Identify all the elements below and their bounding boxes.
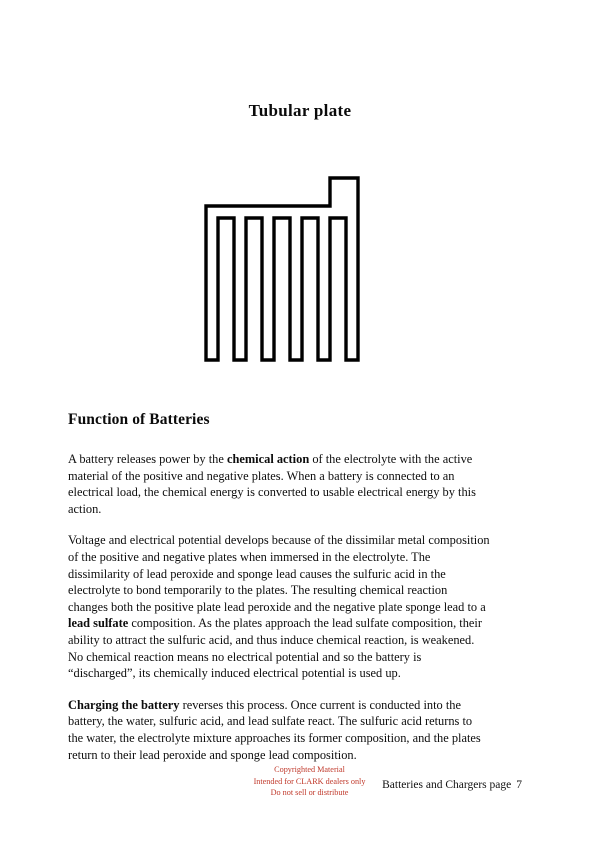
page-footer [300,779,560,791]
copyright-line-1: Copyrighted Material [274,765,345,774]
page-title: Tubular plate [248,101,352,120]
plate-outline-path [206,178,358,360]
body-text-column [68,451,490,763]
tubular-plate-drawing [196,170,376,365]
footer-label: Batteries and Chargers page [382,779,512,791]
paragraph-2-bold-lead-sulfate: lead sulfate [68,616,129,631]
paragraph-2-part-c: composition. As the plates approach the lead sulfate composition, their ability to attract the sulfuric acid, and thus induce chemical reaction, is weakened. No chemical reaction means no electrical potential and so the battery is “discharged”, its chemically induced electrical potential is used up. [68,616,482,681]
section-heading: Function of Batteries [68,411,210,428]
paragraph-1-part-c: of the electrolyte with the active material of the positive and negative plates. When a battery is connected to an electrical load, the chemical energy is converted to usable electrical energy by this action. [68,452,476,516]
paragraph-3-bold-charging-the-battery: Charging the battery [68,697,180,712]
paragraph-1-bold-chemical-action: chemical action [226,452,310,466]
paragraph-3 [68,697,490,763]
tubular-plate-figure [196,170,376,365]
paragraph-1-part-a: A battery releases power by the [68,452,227,466]
paragraph-1 [68,451,490,517]
footer-page-number: 7 [516,779,522,791]
paragraph-3-part-b: reverses this process. Once current is conducted into the battery, the water, sulfuric acid, and lead sulfate react. The sulfuric acid returns to the water, the electrolyte mixture approaches its former composition, and the plates return to their lead peroxide and sponge lead composition. [68,697,481,762]
copyright-line-2: Intended for CLARK dealers only [253,776,366,786]
copyright-line-3: Do not sell or distribute [270,788,349,797]
paragraph-2 [68,532,490,681]
paragraph-2-part-a: Voltage and electrical potential develops because of the dissimilar metal composition of the positive and negative plates when immersed in the electrolyte. The dissimilarity of lead peroxide and sponge lead causes the sulfuric acid in the electrolyte to bond temporarily to the plates. The resulting chemical reaction changes both the positive plate lead peroxide and the negative plate sponge lead to a [68,533,490,614]
